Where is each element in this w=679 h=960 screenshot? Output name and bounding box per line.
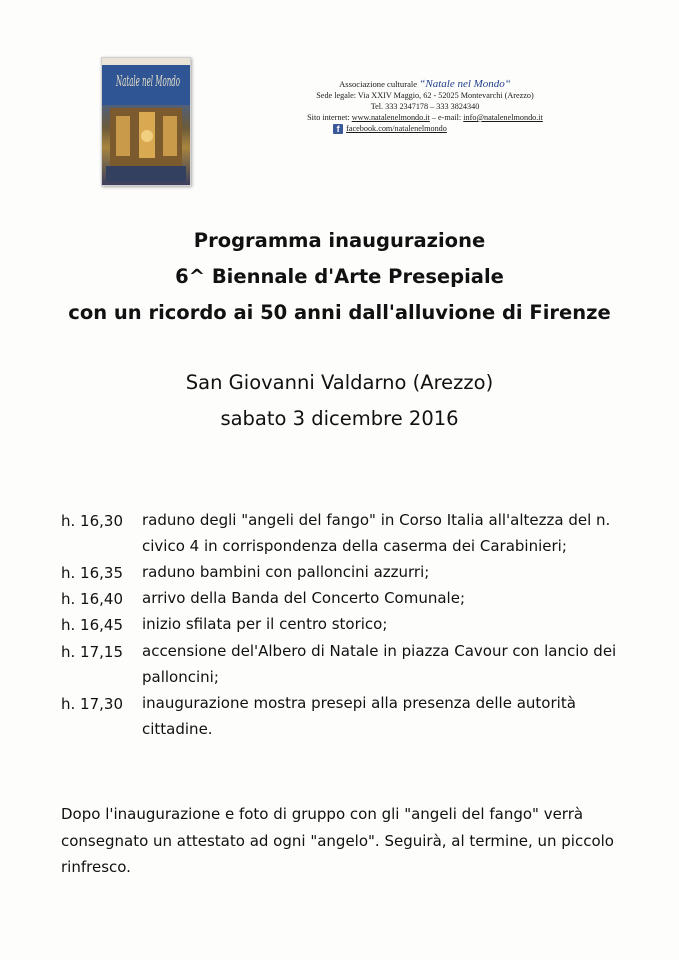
closing-paragraph: Dopo l'inaugurazione e foto di gruppo con gli "angeli del fango" verrà consegnato un attestato ad ogni "angelo". Seguirà, al termine, un piccolo rinfresco. (61, 805, 614, 876)
schedule-desc: raduno degli "angeli del fango" in Corso Italia all'altezza del n. civico 4 in corrispondenza della caserma dei Carabinieri; (142, 511, 611, 555)
site-link[interactable]: www.natalenelmondo.it (351, 113, 430, 122)
logo-illustration (102, 58, 190, 185)
email-link[interactable]: info@natalenelmondo.it (463, 113, 543, 122)
association-logo-image (101, 57, 191, 186)
logo-title-text: Natale nel Mondo (115, 72, 180, 90)
schedule-desc: accensione del'Albero di Natale in piazza Cavour con lancio dei palloncini; (142, 642, 617, 686)
org-line (280, 79, 570, 90)
biennale-title: 6^ Biennale d'Arte Presepiale (175, 265, 504, 288)
facebook-icon: f (333, 124, 343, 134)
schedule-desc: inizio sfilata per il centro storico; (142, 615, 388, 633)
event-date: sabato 3 dicembre 2016 (220, 407, 459, 430)
schedule-time: h. 17,30 (61, 695, 123, 713)
org-prefix: Associazione culturale (339, 79, 418, 89)
org-contacts (280, 112, 570, 123)
schedule-desc: arrivo della Banda del Concerto Comunale; (142, 589, 465, 607)
schedule-time: h. 17,15 (61, 643, 123, 661)
schedule-time: h. 16,40 (61, 590, 123, 608)
schedule-time: h. 16,30 (61, 512, 123, 530)
site-label: Sito internet: (307, 113, 350, 122)
org-telephone: Tel. 333 2347178 – 333 3824340 (370, 102, 480, 111)
facebook-link[interactable]: facebook.com/natalenelmondo (346, 124, 447, 133)
event-location: San Giovanni Valdarno (Arezzo) (185, 371, 494, 394)
schedule-desc: inaugurazione mostra presepi alla presenza delle autorità cittadine. (142, 694, 576, 738)
org-name: “Natale nel Mondo“ (419, 78, 511, 90)
flood-memory-title: con un ricordo ai 50 anni dall'alluvione di Firenze (68, 301, 611, 324)
schedule-desc: raduno bambini con palloncini azzurri; (142, 563, 430, 581)
program-title: Programma inaugurazione (193, 229, 486, 252)
facebook-line (210, 123, 570, 134)
org-address: Sede legale: Via XXIV Maggio, 62 - 52025 Montevarchi (Arezzo) (316, 91, 534, 100)
association-header (280, 79, 570, 134)
schedule-time: h. 16,35 (61, 564, 123, 582)
email-label: – e-mail: (431, 113, 462, 122)
schedule-time: h. 16,45 (61, 616, 123, 634)
